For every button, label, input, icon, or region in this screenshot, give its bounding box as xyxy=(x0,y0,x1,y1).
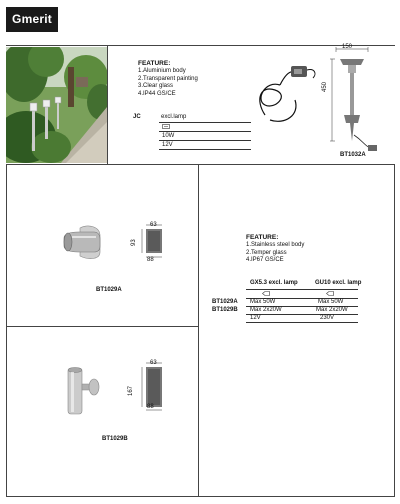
col-header-gu: GU10 excl. lamp xyxy=(315,280,362,286)
spec-rule-2 xyxy=(159,131,251,132)
bulb-icon xyxy=(162,124,170,129)
product-b-dim-depth: 88 xyxy=(147,404,154,410)
table-rule-4 xyxy=(246,314,358,315)
row-2-model: BT1029B xyxy=(212,306,238,313)
brand-logo-text: Gmerit xyxy=(12,12,52,26)
bottom-section-border-bottom xyxy=(6,496,395,497)
top-feature-1: 1.Aluminium body xyxy=(138,68,186,74)
garden-photo xyxy=(6,47,107,163)
row-1-model: BT1029A xyxy=(212,298,238,305)
transformer-cable-image xyxy=(255,60,325,130)
spec-code: JC xyxy=(133,114,141,120)
bottom-section-border-top xyxy=(6,164,395,165)
brand-logo xyxy=(6,7,58,32)
product-a-dim-depth: 88 xyxy=(147,257,154,263)
spec-watt: 10W xyxy=(162,133,175,139)
spike-light-drawing xyxy=(328,45,388,155)
spec-rule-4 xyxy=(159,149,251,150)
table-rule-1 xyxy=(246,289,358,290)
spec-header: excl.lamp xyxy=(161,114,187,120)
right-feature-3: 4.IP67 GS/CE xyxy=(246,257,284,263)
top-feature-2: 2.Transparent painting xyxy=(138,75,198,82)
row-2-gu: Max 2x20W xyxy=(316,307,348,313)
lamp-icon-gx xyxy=(262,291,270,296)
spec-rule-3 xyxy=(159,140,251,141)
dim-width-label: 150 xyxy=(342,44,353,50)
lamp-icon-gu xyxy=(326,291,334,296)
product-a-dim-width: 63 xyxy=(150,222,157,228)
top-section-divider xyxy=(107,45,108,164)
right-features-title: FEATURE: xyxy=(246,234,279,241)
right-feature-2: 2.Temper glass xyxy=(246,249,287,256)
col-header-gx: GX5.3 excl. lamp xyxy=(250,280,298,286)
right-feature-1: 1.Stainless steel body xyxy=(246,242,305,248)
product-a-image xyxy=(60,222,104,262)
bottom-section-border-left xyxy=(6,164,7,497)
spec-rule-1 xyxy=(159,122,251,123)
row-1-gu: Max 50W xyxy=(318,299,344,305)
bottom-section-border-right xyxy=(394,164,395,497)
spec-volt: 12V xyxy=(162,142,173,148)
bottom-section-divider xyxy=(198,164,199,497)
product-b-dim-width: 63 xyxy=(150,360,157,366)
product-cell-divider xyxy=(6,326,199,327)
product-a-dim-height: 93 xyxy=(131,239,137,246)
product-b-dim-height: 167 xyxy=(128,385,134,396)
top-feature-4: 4.IP44 GS/CE xyxy=(138,90,176,97)
dim-height-label: 450 xyxy=(322,81,328,92)
product-b-image xyxy=(64,366,104,416)
table-rule-5 xyxy=(246,322,358,323)
row-1-gx: Max 50W xyxy=(250,299,276,305)
row-2-gx: Max 2x20W xyxy=(250,307,282,313)
product-a-model: BT1029A xyxy=(96,287,122,293)
top-features-title: FEATURE: xyxy=(138,60,171,67)
top-feature-3: 3.Clear glass xyxy=(138,83,174,89)
top-model-label: BT1032A xyxy=(340,152,366,158)
row-3-gu: 230V xyxy=(320,315,335,321)
row-3-gx: 12V xyxy=(250,315,261,321)
product-b-model: BT1029B xyxy=(102,436,128,442)
